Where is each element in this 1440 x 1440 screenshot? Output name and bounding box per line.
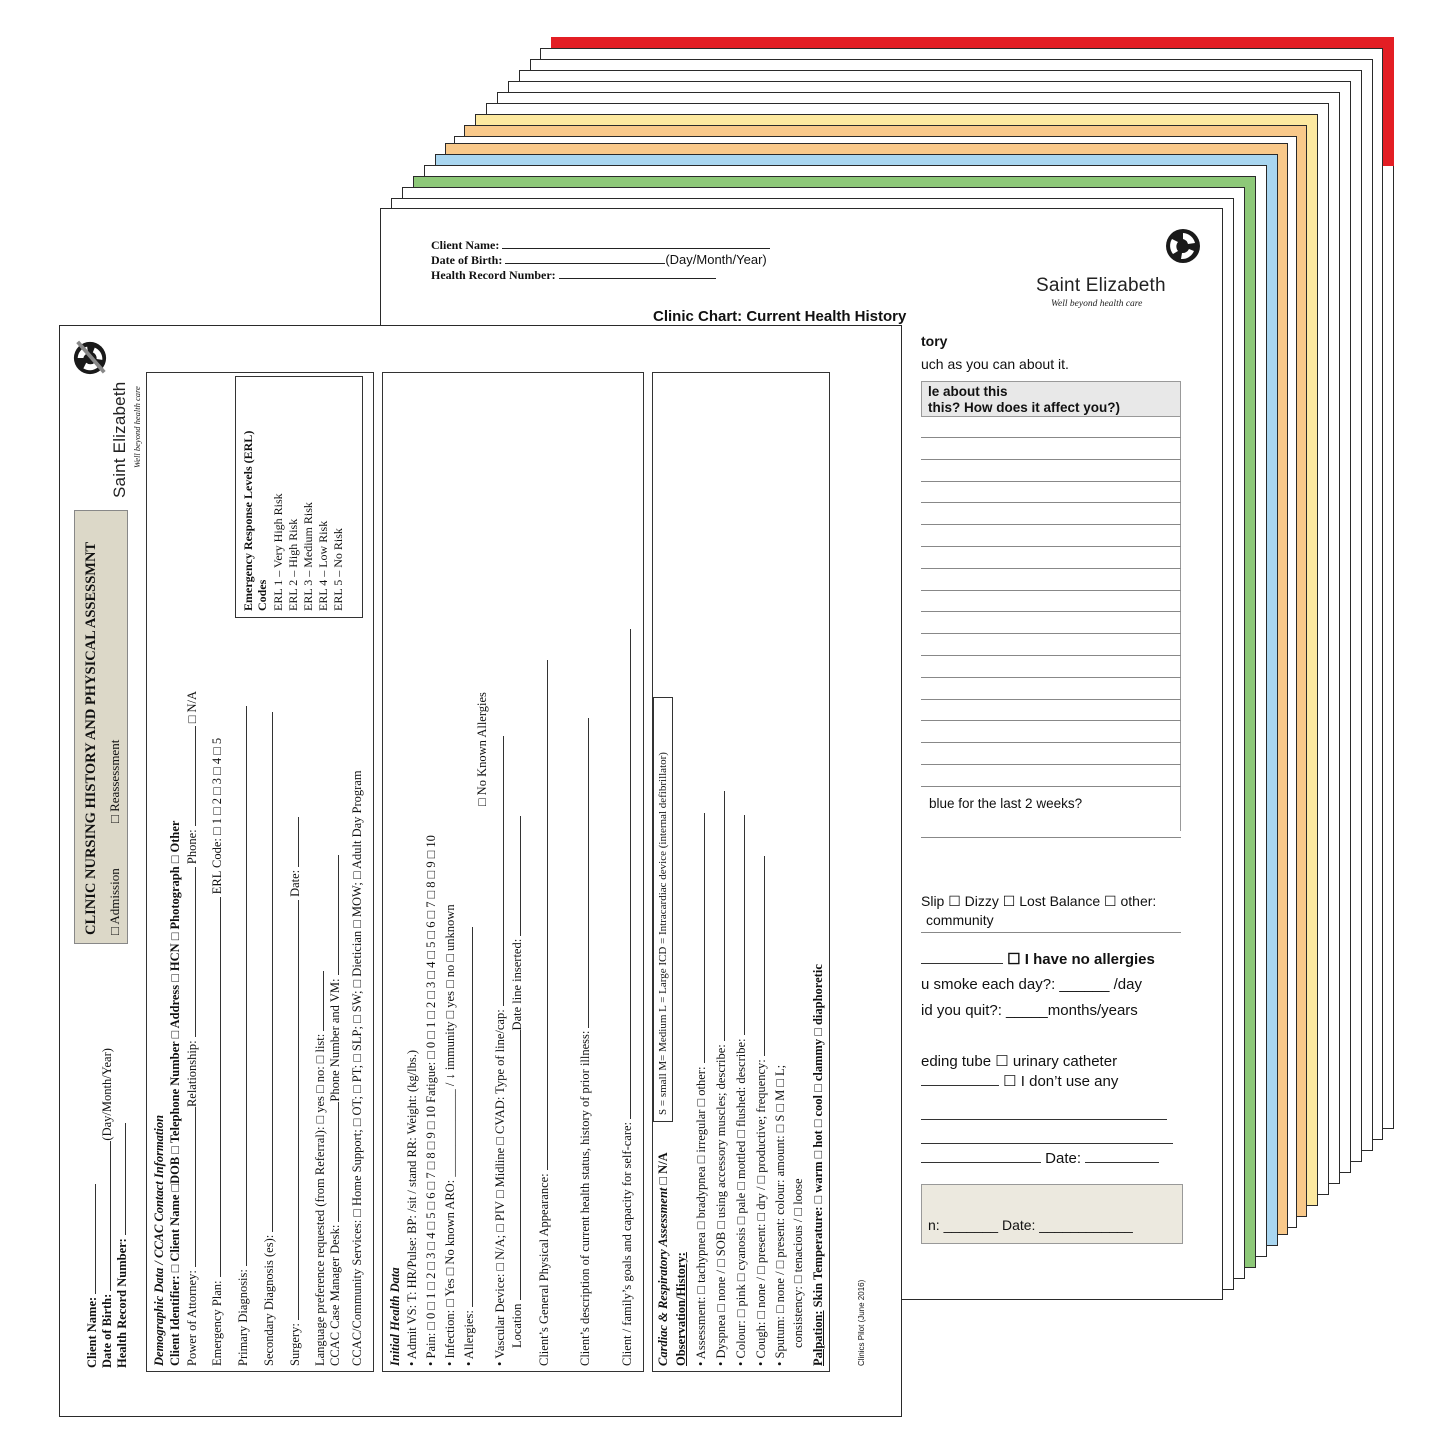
- poa-line: Power of Attorney: Relationship: Phone: □ N/A: [185, 690, 199, 1366]
- brand-logo: [72, 330, 152, 500]
- erl-level-1: ERL 1 – Very High Risk: [271, 493, 285, 611]
- quit-question: id you quit?: _____months/years: [921, 1002, 1138, 1019]
- erl-title: Emergency Response Levels (ERL): [241, 430, 255, 611]
- nka-checkbox[interactable]: □ No Known Allergies: [475, 692, 489, 806]
- cardiac-heading-line: Cardiac & Respiratory Assessment □ N/A: [656, 1152, 670, 1366]
- writing-line[interactable]: [921, 611, 1181, 612]
- swirl-logo-icon: [72, 340, 108, 376]
- allergy-line: ☐ I have no allergies: [921, 950, 1155, 968]
- assessment-line[interactable]: • Assessment: □ tachypnea □ bradypnea □ irregular □ other:: [694, 813, 708, 1366]
- client-identifier-line: Client Identifier: □ Client Name □DOB □ Telephone Number □ Address □ HCN □ Photograph □ Other: [168, 820, 182, 1366]
- form-footer: Clinics Pilot (June 2016): [857, 1279, 866, 1366]
- allergies-line: • Allergies:: [462, 927, 476, 1366]
- erl-level-2: ERL 2 – High Risk: [286, 518, 300, 611]
- devices-line: eding tube ☐ urinary catheter: [921, 1053, 1118, 1070]
- erl-level-5: ERL 5 – No Risk: [331, 528, 345, 611]
- writing-line[interactable]: [921, 677, 1181, 678]
- writing-line[interactable]: [921, 502, 1181, 503]
- writing-line[interactable]: [921, 437, 1181, 438]
- dob-line: Date of Birth: (Day/Month/Year): [431, 252, 767, 267]
- brand-tagline: Well beyond health care: [132, 386, 142, 468]
- brand-name: Saint Elizabeth: [110, 381, 129, 498]
- writing-line[interactable]: [921, 764, 1181, 765]
- form-title: CLINIC NURSING HISTORY AND PHYSICAL ASSESSMNT: [83, 541, 99, 935]
- dob-line: Date of Birth: (Day/Month/Year): [100, 1048, 114, 1368]
- writing-line[interactable]: [921, 524, 1181, 525]
- writing-line[interactable]: [921, 633, 1181, 634]
- writing-line[interactable]: [921, 742, 1181, 743]
- primary-dx-line: Primary Diagnosis:: [236, 706, 250, 1366]
- surgery-line: Surgery: Date:: [288, 817, 302, 1366]
- demographic-heading: Demographic Data / CCAC Contact Information: [152, 1114, 166, 1366]
- intro-text: uch as you can about it.: [921, 356, 1069, 372]
- obs-history-heading: Observation/History:: [674, 1252, 688, 1366]
- brand-tagline: Well beyond health care: [1051, 299, 1143, 309]
- services-line[interactable]: CCAC/Community Services: □ Home Support; □ OT; □ PT; □ SLP; □ SW; □ Dietician □ MOW; □ Adult Day Program: [350, 770, 364, 1366]
- colour-line[interactable]: • Colour: □ pink □ cyanosis □ pale □ mottled □ flushed: describe:: [734, 815, 748, 1366]
- consistency-line[interactable]: consistency: □ tenacious / □ loose: [791, 1178, 805, 1348]
- sputum-line[interactable]: • Sputum: □ none / □ present: colour: amount: □ S □ M □ L;: [773, 1064, 787, 1366]
- falls-options: Slip ☐ Dizzy ☐ Lost Balance ☐ other:: [921, 893, 1157, 909]
- writing-line[interactable]: [921, 568, 1181, 569]
- footer-band: n: _______ Date: ____________: [921, 1184, 1183, 1244]
- cough-line[interactable]: • Cough: □ none / □ present: □ dry / □ productive; frequency:: [754, 856, 768, 1366]
- language-line: Language preference requested (from Referral): □ yes □ no: □ list:: [313, 971, 327, 1366]
- swirl-logo-icon: [1164, 227, 1202, 265]
- writing-line[interactable]: [921, 546, 1181, 547]
- brand-logo: [1036, 227, 1206, 309]
- issue-lines-area: [921, 417, 1181, 831]
- page-title: Clinic Chart: Current Health History: [653, 308, 907, 325]
- ccac-manager-line: CCAC Case Manager Desk: Phone Number and VM:: [328, 855, 342, 1366]
- hrn-line: Health Record Number:: [115, 1123, 129, 1368]
- erl-box: [235, 376, 363, 618]
- admission-checkbox[interactable]: □ Admission: [107, 868, 122, 935]
- size-legend-box: S = small M= Medium L = Large ICD = Intracardiac device (internal defibrillator): [653, 697, 673, 1122]
- client-goals-line: Client / family’s goals and capacity for self-care:: [620, 629, 634, 1366]
- writing-line[interactable]: [921, 590, 1181, 591]
- writing-line[interactable]: [921, 459, 1181, 460]
- writing-line[interactable]: [921, 699, 1181, 700]
- title-band: [74, 510, 128, 944]
- blue-question: blue for the last 2 weeks?: [929, 796, 1083, 811]
- client-description-line: Client’s description of current health status, history of prior illness:: [578, 718, 592, 1366]
- date-line: Date:: [921, 1150, 1159, 1167]
- rotated-content: [60, 326, 903, 1418]
- signature-line: [921, 1119, 1167, 1120]
- writing-line[interactable]: [921, 655, 1181, 656]
- erl-level-3: ERL 3 – Medium Risk: [301, 502, 315, 611]
- brand-name: Saint Elizabeth: [1036, 275, 1166, 296]
- smoke-question: u smoke each day?: ______ /day: [921, 976, 1142, 993]
- secondary-dx-line: Secondary Diagnosis (es):: [262, 712, 276, 1366]
- pain-fatigue-line[interactable]: • Pain: □ 0 □ 1 □ 2 □ 3 □ 4 □ 5 □ 6 □ 7 □ 8 □ 9 □ 10 Fatigue: □ 0 □ 1 □ 2 □ 3 □ 4 □ 5 □ 6 □ 7 □ 8 □ 9 □ 10: [424, 835, 438, 1366]
- falls-community: community: [926, 912, 994, 928]
- emergency-plan-line: Emergency Plan: ERL Code: □ 1 □ 2 □ 3 □ 4 □ 5: [210, 737, 224, 1366]
- infection-line[interactable]: • Infection: □ Yes □ No known ARO: ______________ / ↓ immunity □ yes □ no □ unknown: [443, 904, 457, 1366]
- writing-line[interactable]: [921, 720, 1181, 721]
- issue-box-header: le about this this? How does it affect you?): [921, 381, 1181, 417]
- initial-heading: Initial Health Data: [388, 1267, 402, 1366]
- vascular-line[interactable]: • Vascular Device: □ N/A; □ PIV □ Midline □ CVAD: Type of line/cap:: [493, 736, 507, 1366]
- section-heading: tory: [921, 333, 948, 349]
- divider: [921, 932, 1181, 933]
- reassessment-checkbox[interactable]: □ Reassessment: [107, 739, 122, 823]
- divider: [921, 837, 1181, 838]
- palpation-line[interactable]: Palpation: Skin Temperature: □ warm □ hot □ cool □ clammy □ diaphoretic: [811, 964, 825, 1366]
- hrn-line: Health Record Number:: [431, 267, 716, 283]
- erl-codes: Codes: [255, 579, 269, 611]
- dyspnea-line[interactable]: • Dyspnea □ none / □ SOB □ using accessory muscles; describe:: [714, 791, 728, 1366]
- client-name-line: Client Name:: [431, 237, 770, 253]
- general-appearance-line: Client’s General Physical Appearance:: [537, 660, 551, 1366]
- devices-none: ☐ I don’t use any: [921, 1072, 1118, 1090]
- writing-line[interactable]: [921, 786, 1181, 787]
- writing-line[interactable]: [921, 481, 1181, 482]
- nursing-assessment-page: [59, 325, 902, 1417]
- client-name-line: Client Name:: [85, 1184, 99, 1368]
- identifier-options[interactable]: □ Client Name □DOB □ Telephone Number □ Address □ HCN □ Photograph □ Other: [168, 820, 182, 1273]
- admit-vs-line: • Admit VS: T: HR/Pulse: BP: /sit / stand RR: Weight: (kg/lbs.): [405, 1050, 419, 1366]
- location-line: Location Date line inserted:: [510, 816, 524, 1348]
- erl-level-4: ERL 4 – Low Risk: [316, 520, 330, 611]
- signature-line: [921, 1143, 1173, 1144]
